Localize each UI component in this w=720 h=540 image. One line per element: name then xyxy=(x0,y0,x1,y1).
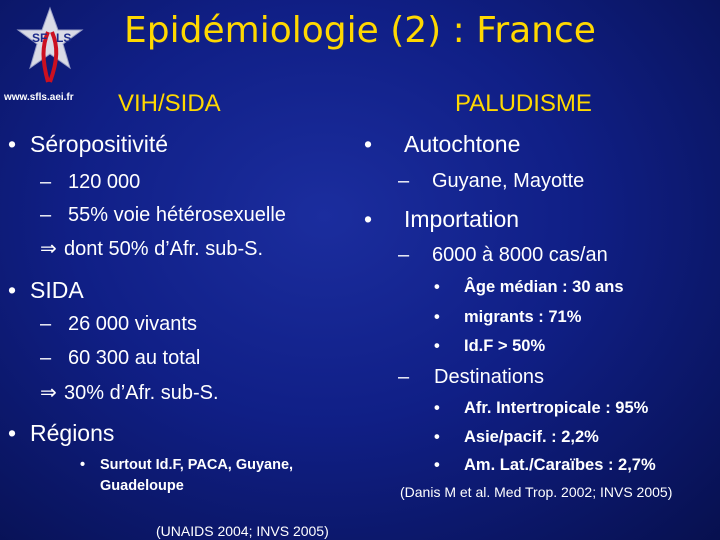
slide-title: Epidémiologie (2) : France xyxy=(124,10,596,51)
sub-text: 60 300 au total xyxy=(68,347,201,369)
left-sub-1c xyxy=(40,236,263,261)
left-sub-3a-line2: Guadeloupe xyxy=(100,478,184,494)
bullet-icon: • xyxy=(434,428,440,446)
right-sub-2b-item-1 xyxy=(434,399,648,418)
left-sub-2b xyxy=(40,347,200,370)
sub-text: 55% voie hétérosexuelle xyxy=(68,204,286,226)
right-sub-2a xyxy=(398,244,608,267)
sub-text: 30% d’Afr. sub-S. xyxy=(64,382,219,404)
dash-icon: – xyxy=(40,313,52,335)
right-sub-2a-item-3 xyxy=(434,337,545,356)
implies-arrow-icon: ⇒ xyxy=(40,380,57,404)
item-text: migrants : 71% xyxy=(464,308,582,326)
item-text: Âge médian : 30 ans xyxy=(464,278,624,296)
dash-icon: – xyxy=(398,366,410,388)
right-sub-2a-item-2 xyxy=(434,308,581,327)
sub-text: Guyane, Mayotte xyxy=(432,170,585,192)
bullet-icon: • xyxy=(8,131,17,157)
sub-text: Surtout Id.F, PACA, Guyane, xyxy=(100,457,294,473)
bullet-text: Régions xyxy=(30,420,115,446)
left-heading: VIH/SIDA xyxy=(118,90,221,117)
right-bullet-autochtone xyxy=(364,131,520,158)
dash-icon: – xyxy=(40,347,52,369)
bullet-text: SIDA xyxy=(30,277,84,303)
sub-text: 6000 à 8000 cas/an xyxy=(432,244,608,266)
right-citation: (Danis M et al. Med Trop. 2002; INVS 2005) xyxy=(400,484,673,500)
right-bullet-importation xyxy=(364,206,519,233)
left-sub-1b xyxy=(40,204,286,227)
bullet-icon: • xyxy=(434,456,440,474)
left-bullet-regions xyxy=(8,420,114,447)
item-text: Asie/pacif. : 2,2% xyxy=(464,428,599,446)
bullet-icon: • xyxy=(8,420,17,446)
bullet-icon: • xyxy=(364,206,373,232)
bullet-text: Séropositivité xyxy=(30,131,169,157)
right-sub-2b-item-3 xyxy=(434,456,656,475)
right-heading: PALUDISME xyxy=(455,90,592,117)
logo-url: www.sfls.aei.fr xyxy=(4,92,74,103)
sfls-logo-icon xyxy=(2,2,98,94)
logo-letters-left: SF xyxy=(32,31,48,45)
left-sub-3a xyxy=(80,457,293,473)
implies-arrow-icon: ⇒ xyxy=(40,236,57,260)
left-bullet-seropositivite xyxy=(8,131,168,158)
bullet-icon: • xyxy=(434,399,440,417)
item-text: Am. Lat./Caraïbes : 2,7% xyxy=(464,456,656,474)
bullet-text: Importation xyxy=(404,206,520,232)
bullet-icon: • xyxy=(364,131,373,157)
bullet-icon: • xyxy=(434,308,440,326)
dash-icon: – xyxy=(40,204,52,226)
left-citation: (UNAIDS 2004; INVS 2005) xyxy=(156,523,329,539)
sub-text: dont 50% d’Afr. sub-S. xyxy=(64,238,264,260)
bullet-icon: • xyxy=(8,277,17,303)
right-sub-1a xyxy=(398,170,584,193)
right-sub-2b-item-2 xyxy=(434,428,599,447)
right-sub-2b xyxy=(398,366,544,389)
left-sub-2c xyxy=(40,380,219,405)
item-text: Afr. Intertropicale : 95% xyxy=(464,399,649,417)
left-sub-1a xyxy=(40,171,140,194)
sub-text: 120 000 xyxy=(68,171,141,193)
dash-icon: – xyxy=(398,170,410,192)
dash-icon: – xyxy=(398,244,410,266)
item-text: Id.F > 50% xyxy=(464,337,546,355)
right-sub-2a-item-1 xyxy=(434,278,624,297)
bullet-text: Autochtone xyxy=(404,131,521,157)
left-bullet-sida xyxy=(8,277,84,304)
bullet-icon: • xyxy=(434,337,440,355)
sub-text: Destinations xyxy=(434,366,545,388)
dash-icon: – xyxy=(40,171,52,193)
left-sub-2a xyxy=(40,313,197,336)
logo-letters-right: LS xyxy=(56,31,72,45)
bullet-icon: • xyxy=(80,457,86,473)
sub-text: 26 000 vivants xyxy=(68,313,197,335)
bullet-icon: • xyxy=(434,278,440,296)
